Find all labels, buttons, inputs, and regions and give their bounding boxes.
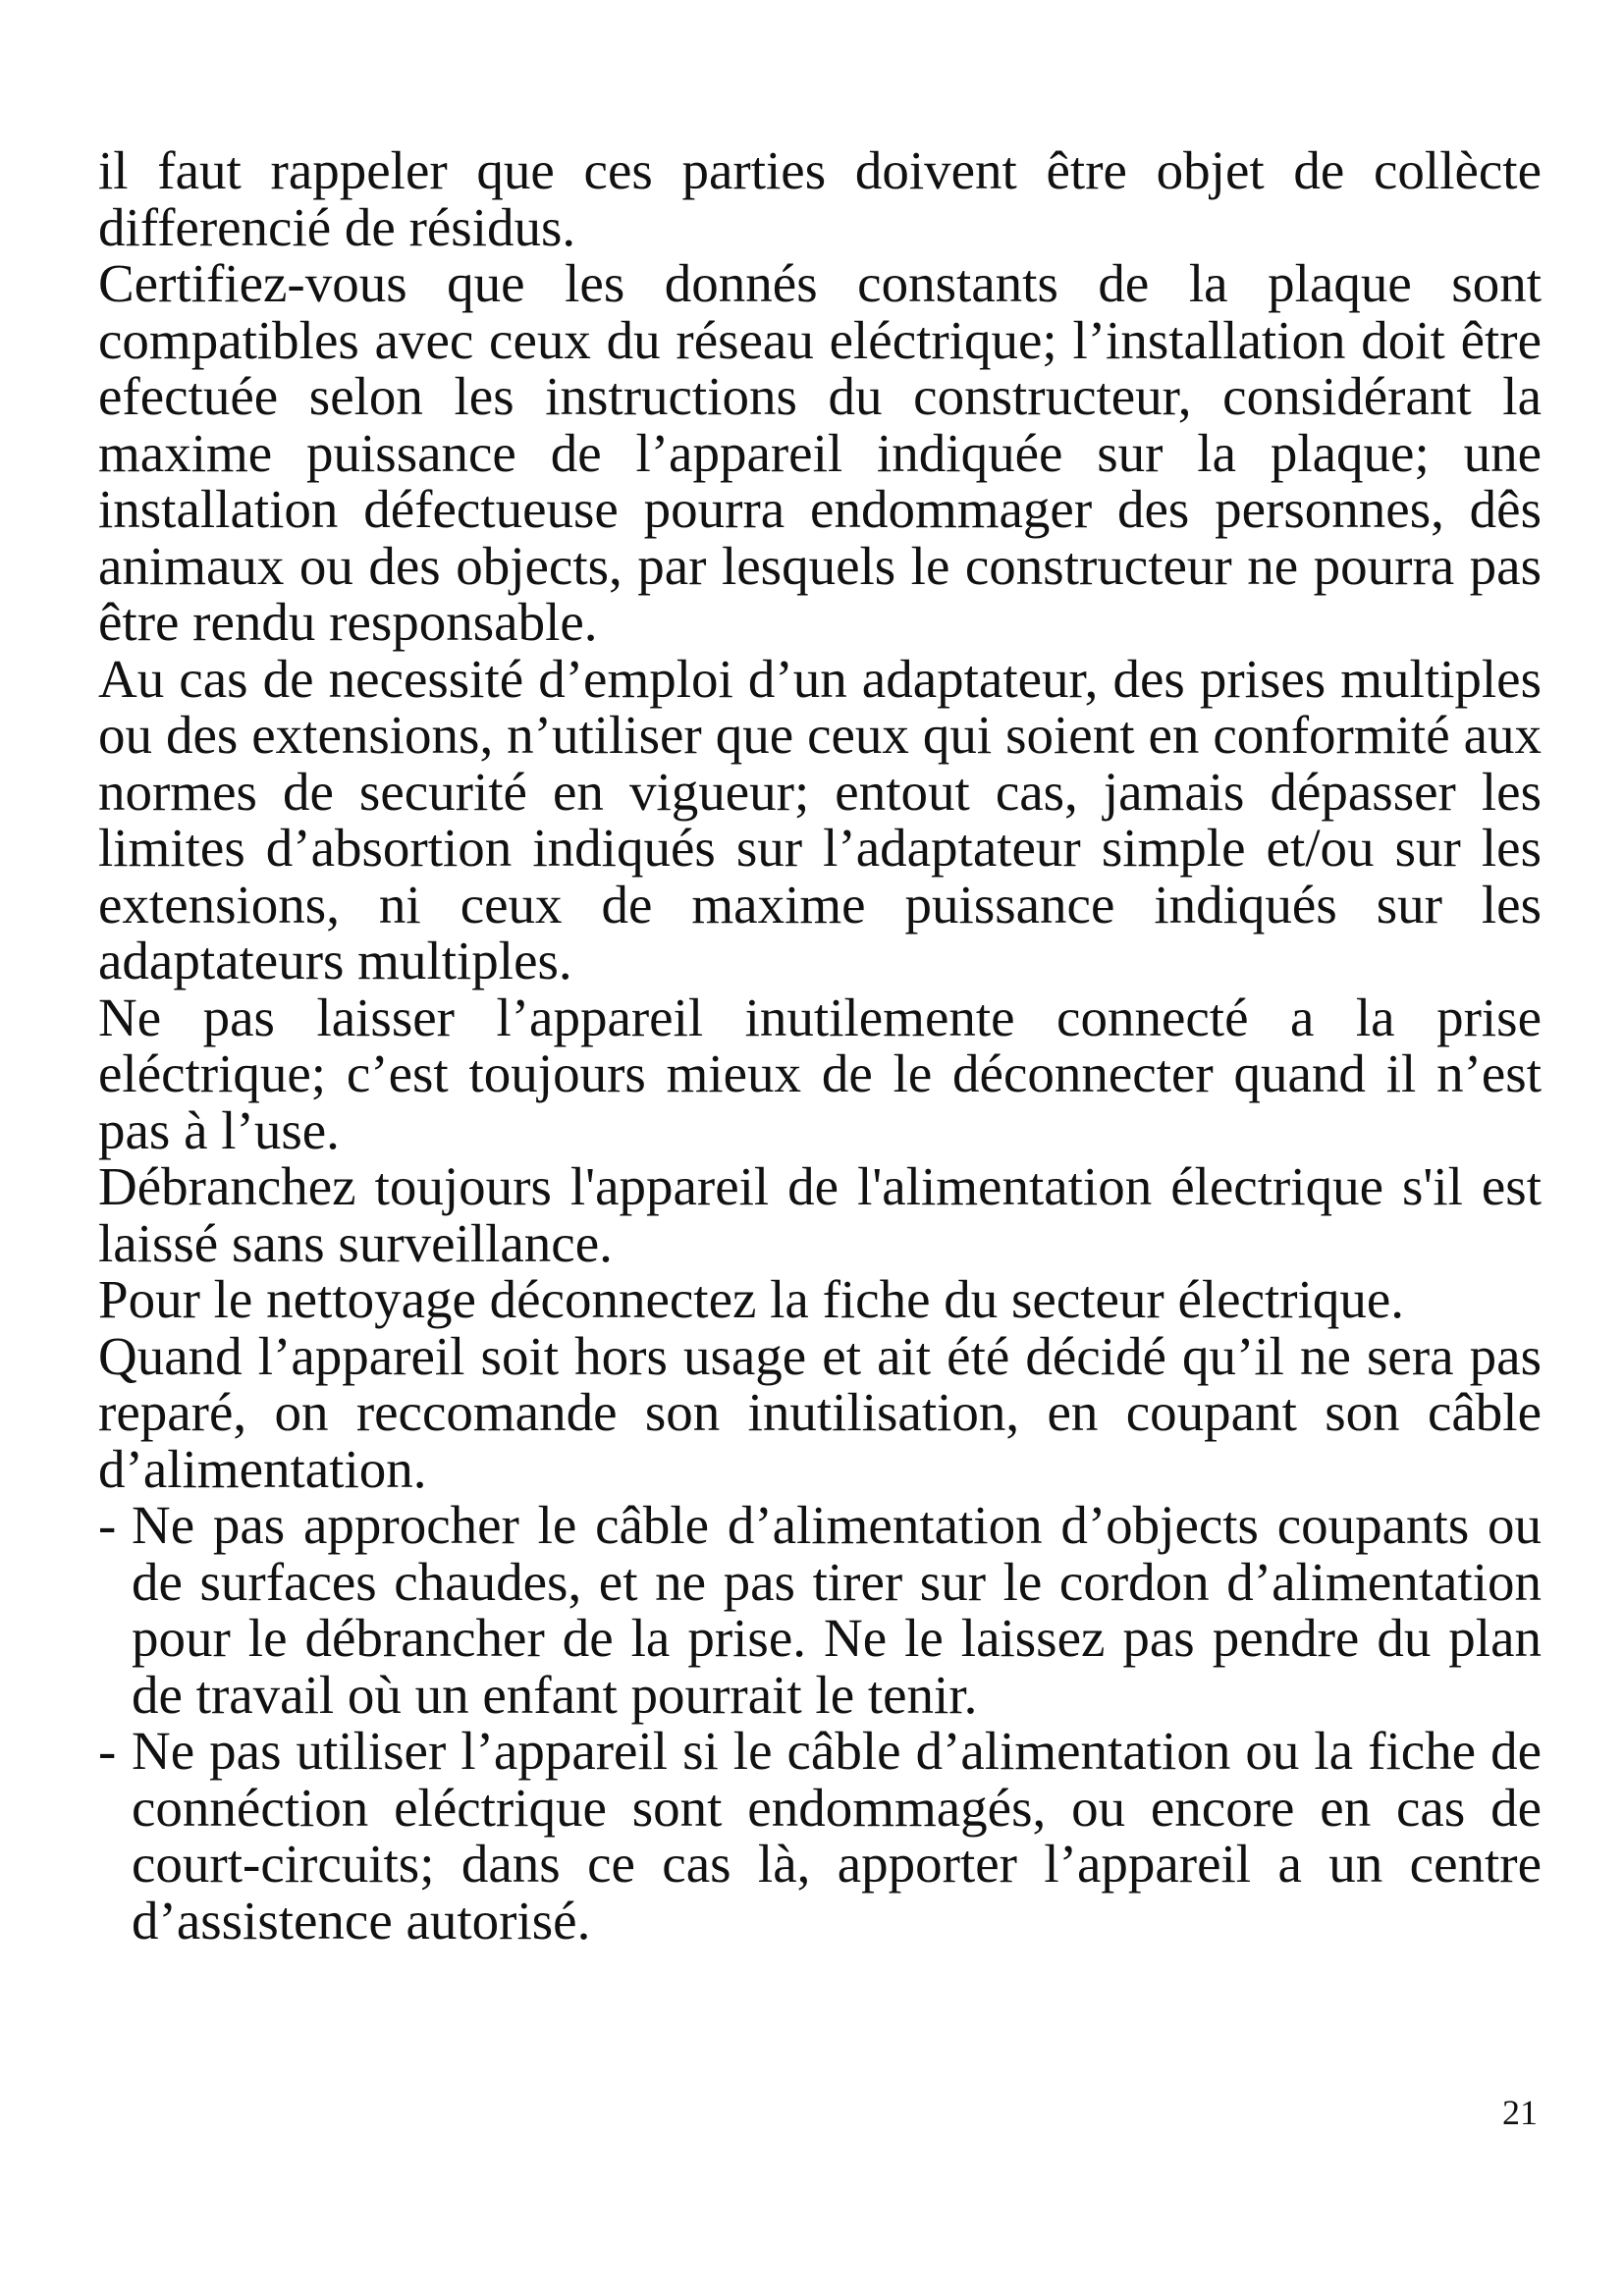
paragraph-adapters: Au cas de necessité d’emploi d’un adaptateur, des prises multiples ou des extensions, n’utiliser que ceux qui soient en conformité aux normes de securité en vigueur; entout cas, jamais dépasser les limites d’absortion indiqués sur l’adaptateur simple et/ou sur les extensions, ni ceux de maxime puissance indiqués sur les adaptateurs multiples.	[98, 648, 1542, 990]
document-body	[98, 142, 1542, 1949]
bullet-marker: -	[98, 1721, 117, 1781]
paragraph-cleaning: Pour le nettoyage déconnectez la fiche du secteur électrique.	[98, 1269, 1405, 1329]
paragraph-disposal: Quand l’appareil soit hors usage et ait été décidé qu’il ne sera pas reparé, on reccomande son inutilisation, en coupant son câble d’alimentation.	[98, 1325, 1542, 1499]
bullet-marker: -	[98, 1495, 117, 1555]
paragraph-disconnect: Ne pas laisser l’appareil inutilemente connecté a la prise eléctrique; c’est toujours mieux de le déconnecter quand il n’est pas à l’use.	[98, 987, 1542, 1160]
paragraph-rating-plate: Certifiez-vous que les donnés constants de la plaque sont compatibles avec ceux du réseau eléctrique; l’installation doit être efectuée selon les instructions du constructeur, considérant la maxime puissance de l’appareil indiquée sur la plaque; une installation défectueuse pourra endommager des personnes, dês animaux ou des objects, par lesquels le constructeur ne pourra pas être rendu responsable.	[98, 253, 1542, 652]
bullet-text: Ne pas utiliser l’appareil si le câble d’alimentation ou la fiche de connéction eléctrique sont endommagés, ou encore en cas de court-circuits; dans ce cas là, apporter l’appareil a un centre d’assistence autorisé.	[132, 1721, 1542, 1950]
bullet-text: Ne pas approcher le câble d’alimentation d’objects coupants ou de surfaces chaudes, et ne pas tirer sur le cordon d’alimentation pour le débrancher de la prise. Ne le laissez pas pendre du plan de travail où un enfant pourrait le tenir.	[132, 1495, 1542, 1725]
paragraph-waste-collection: il faut rappeler que ces parties doivent être objet de collècte differencié de résidus.	[98, 140, 1542, 257]
page-number: 21	[1502, 2093, 1538, 2132]
paragraph-unattended: Débranchez toujours l'appareil de l'alimentation électrique s'il est laissé sans surveillance.	[98, 1156, 1542, 1273]
bullet-item-cable-safety	[98, 1497, 1542, 1723]
bullet-item-damaged-cable	[98, 1723, 1542, 1949]
